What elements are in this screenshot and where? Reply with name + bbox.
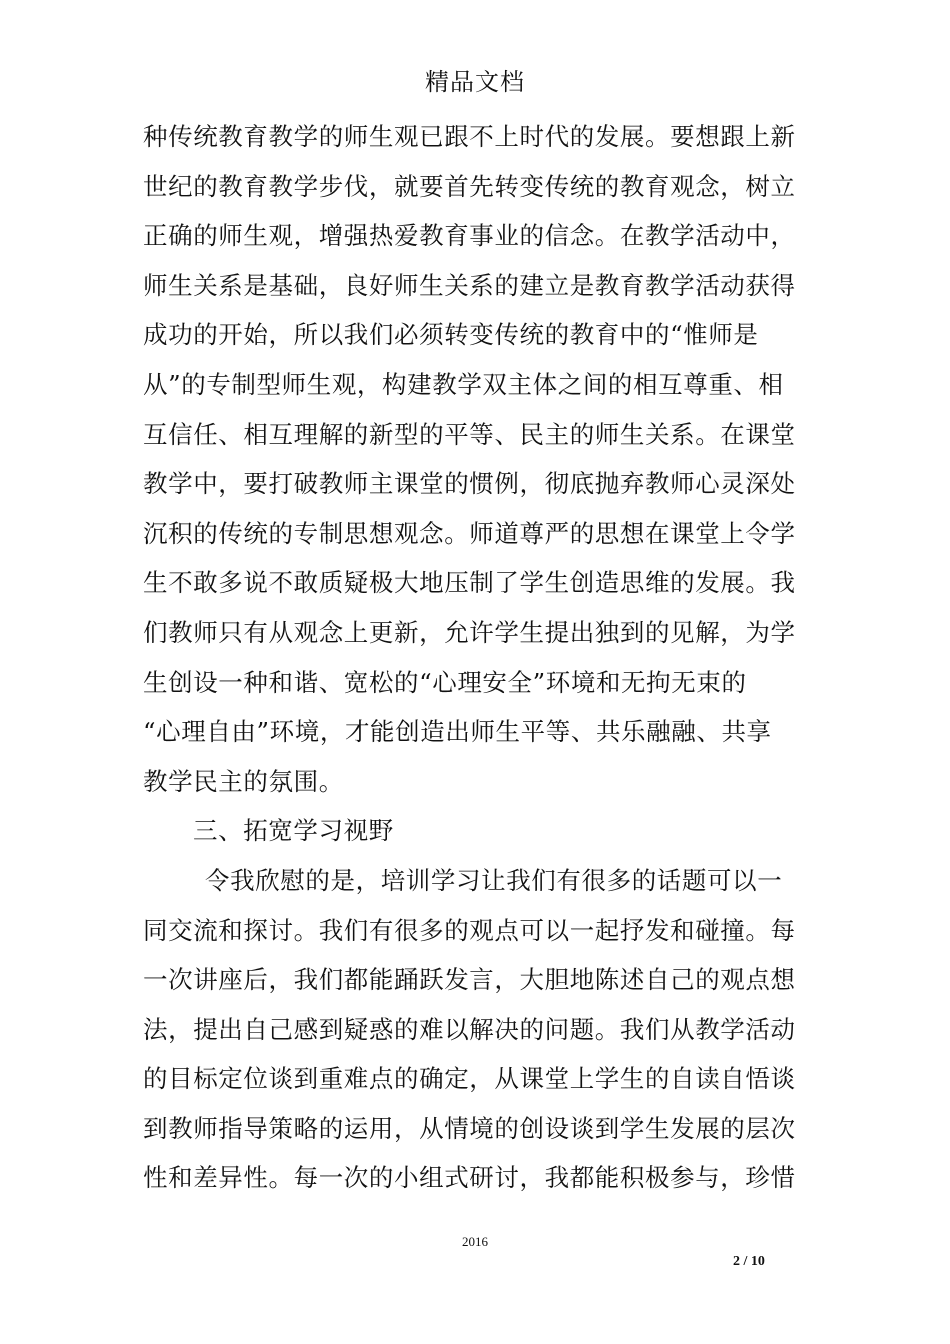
text-line: 生不敢多说不敢质疑极大地压制了学生创造思维的发展。我	[143, 568, 796, 598]
text-line: 性和差异性。每一次的小组式研讨，我都能积极参与，珍惜	[143, 1163, 796, 1193]
text-line: 的目标定位谈到重难点的确定，从课堂上学生的自读自悟谈	[143, 1064, 796, 1094]
page-header-title: 精品文档	[425, 68, 525, 96]
text-line: 一次讲座后，我们都能踊跃发言，大胆地陈述自己的观点想	[143, 965, 796, 995]
text-line: 沉积的传统的专制思想观念。师道尊严的思想在课堂上令学	[143, 518, 796, 548]
text-line: 同交流和探讨。我们有很多的观点可以一起抒发和碰撞。每	[143, 915, 796, 945]
text-line: 师生关系是基础，良好师生关系的建立是教育教学活动获得	[143, 270, 796, 300]
text-line: 成功的开始，所以我们必须转变传统的教育中的“惟师是	[143, 320, 759, 350]
text-line: 法，提出自己感到疑惑的难以解决的问题。我们从教学活动	[143, 1014, 796, 1044]
footer-year: 2016	[462, 1234, 488, 1249]
document-body	[143, 112, 843, 1203]
text-line: 生创设一种和谐、宽松的“心理安全”环境和无拘无束的	[143, 667, 747, 697]
text-line: 们教师只有从观念上更新，允许学生提出独到的见解，为学	[143, 617, 796, 647]
text-line: 种传统教育教学的师生观已跟不上时代的发展。要想跟上新	[143, 122, 796, 151]
section-heading: 三、拓宽学习视野	[193, 816, 394, 846]
text-line: 到教师指导策略的运用，从情境的创设谈到学生发展的层次	[143, 1113, 796, 1143]
text-line: 世纪的教育教学步伐，就要首先转变传统的教育观念，树立	[143, 171, 796, 201]
text-line: 正确的师生观，增强热爱教育事业的信念。在教学活动中，	[143, 221, 796, 251]
text-line: 教学中，要打破教师主课堂的惯例，彻底抛弃教师心灵深处	[143, 469, 796, 499]
text-line: “心理自由”环境，才能创造出师生平等、共乐融融、共享	[143, 717, 772, 747]
page-number: 2 / 10	[733, 1254, 765, 1269]
text-line: 令我欣慰的是，培训学习让我们有很多的话题可以一	[205, 865, 783, 895]
text-line: 从”的专制型师生观，构建教学双主体之间的相互尊重、相	[143, 369, 784, 399]
text-line: 教学民主的氛围。	[143, 766, 344, 796]
text-line: 互信任、相互理解的新型的平等、民主的师生关系。在课堂	[143, 419, 796, 449]
